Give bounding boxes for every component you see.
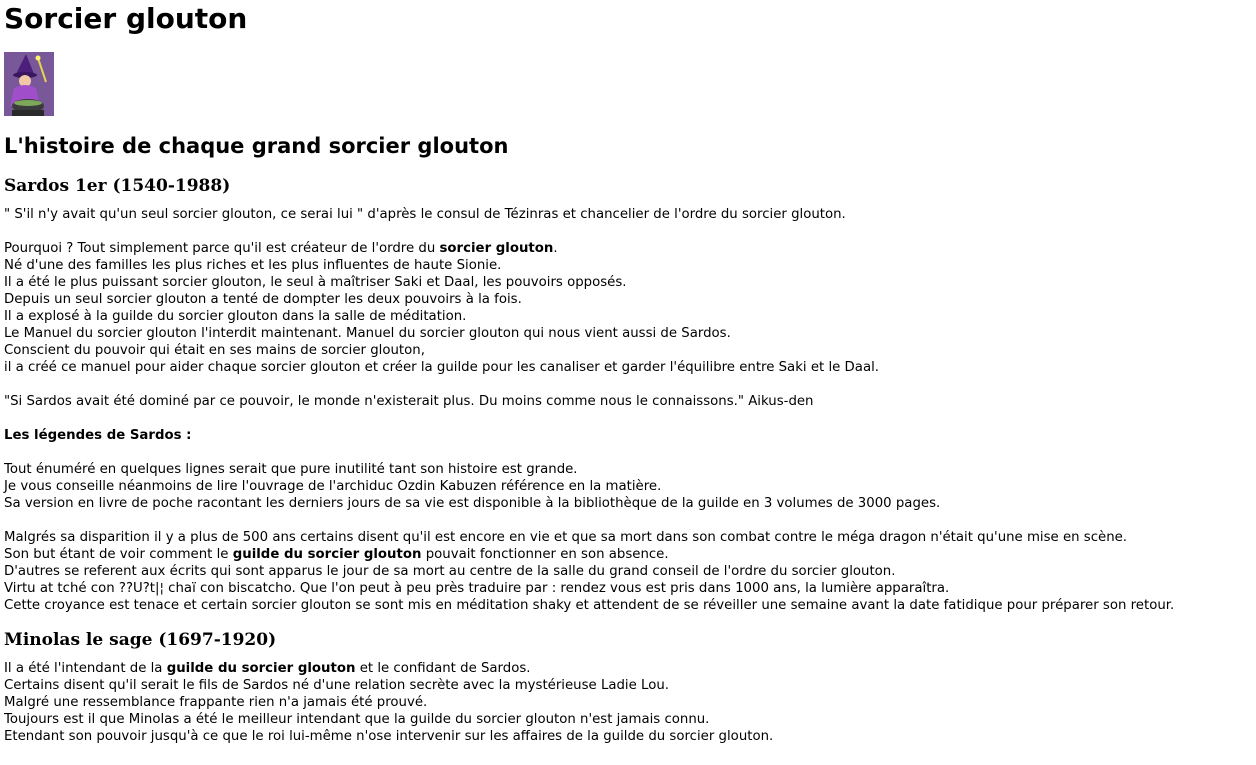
consul-quote: " S'il n'y avait qu'un seul sorcier glouton, ce serai lui " d'après le consul de Tézinras et chancelier de l'ordre du sorcier glouton. (4, 207, 846, 222)
intro-line (4, 240, 1252, 257)
minolas-line: Malgré une ressemblance frappante rien n'a jamais été prouvé. (4, 695, 428, 710)
minolas-line: Etendant son pouvoir jusqu'à ce que le roi lui-même n'ose intervenir sur les affaires de la guilde du sorcier glouton. (4, 729, 774, 744)
section-subtitle: L'histoire de chaque grand sorcier glouton (4, 134, 509, 158)
wizard-icon (4, 52, 54, 116)
minolas-line: Certains disent qu'il serait le fils de Sardos né d'une relation secrète avec la mystérieuse Ladie Lou. (4, 678, 669, 693)
after-line: Virtu at tché con ??U?t|¦ chaï con biscatcho. Que l'on peut à peu près traduire par : rendez vous est pris dans 1000 ans, la lumière apparaîtra. (4, 581, 950, 596)
sardos-line: il a créé ce manuel pour aider chaque sorcier glouton et créer la guilde pour les canaliser et garder l'équilibre entre Saki et le Daal. (4, 360, 880, 375)
minolas-text: Il a été l'intendant de la (4, 661, 167, 676)
page-title: Sorcier glouton (4, 2, 248, 35)
goal-line (4, 546, 1252, 563)
minolas-first-line (4, 660, 1252, 677)
heading-sardos: Sardos 1er (1540-1988) (4, 176, 231, 196)
goal-bold: guilde du sorcier glouton (232, 547, 422, 562)
goal-text: Son but étant de voir comment le (4, 547, 233, 562)
heading-minolas: Minolas le sage (1697-1920) (4, 630, 277, 650)
legends-label-text: Les légendes de Sardos : (4, 428, 192, 443)
sardos-line: Depuis un seul sorcier glouton a tenté de dompter les deux pouvoirs à la fois. (4, 292, 522, 307)
sardos-line: Le Manuel du sorcier glouton l'interdit maintenant. Manuel du sorcier glouton qui nous vient aussi de Sardos. (4, 326, 731, 341)
intro-text: Pourquoi ? Tout simplement parce qu'il est créateur de l'ordre du (4, 241, 440, 256)
after-line: D'autres se referent aux écrits qui sont apparus le jour de sa mort au centre de la salle du grand conseil de l'ordre du sorcier glouton. (4, 564, 896, 579)
minolas-line: Toujours est il que Minolas a été le meilleur intendant que la guilde du sorcier glouton n'est jamais connu. (4, 712, 710, 727)
goal-end: pouvait fonctionner en son absence. (421, 547, 669, 562)
intro-bold: sorcier glouton (439, 241, 554, 256)
disappear-line: Malgrés sa disparition il y a plus de 500 ans certains disent qu'il est encore en vie et que sa mort dans son combat contre le méga dragon n'était qu'une mise en scène. (4, 530, 1128, 545)
legends-label (4, 427, 1252, 444)
after-line: Cette croyance est tenace et certain sorcier glouton se sont mis en méditation shaky et attendent de se réveiller une semaine avant la date fatidique pour préparer son retour. (4, 598, 1175, 613)
legends-line: Je vous conseille néanmoins de lire l'ouvrage de l'archiduc Ozdin Kabuzen référence en la matière. (4, 479, 662, 494)
sardos-line: Il a été le plus puissant sorcier glouton, le seul à maîtriser Saki et Daal, les pouvoirs opposés. (4, 275, 627, 290)
minolas-end: et le confidant de Sardos. (355, 661, 531, 676)
sardos-line: Conscient du pouvoir qui était en ses mains de sorcier glouton, (4, 343, 425, 358)
legends-line: Sa version en livre de poche racontant les derniers jours de sa vie est disponible à la bibliothèque de la guilde en 3 volumes de 3000 pages. (4, 496, 941, 511)
sardos-line: Né d'une des familles les plus riches et les plus influentes de haute Sionie. (4, 258, 502, 273)
sardos-line: Il a explosé à la guilde du sorcier glouton dans la salle de méditation. (4, 309, 467, 324)
aikus-quote: "Si Sardos avait été dominé par ce pouvoir, le monde n'existerait plus. Du moins comme nous le connaissons." Aikus-den (4, 394, 814, 409)
minolas-bold: guilde du sorcier glouton (166, 661, 356, 676)
legends-line: Tout énuméré en quelques lignes serait que pure inutilité tant son histoire est grande. (4, 462, 578, 477)
intro-end: . (553, 241, 558, 256)
